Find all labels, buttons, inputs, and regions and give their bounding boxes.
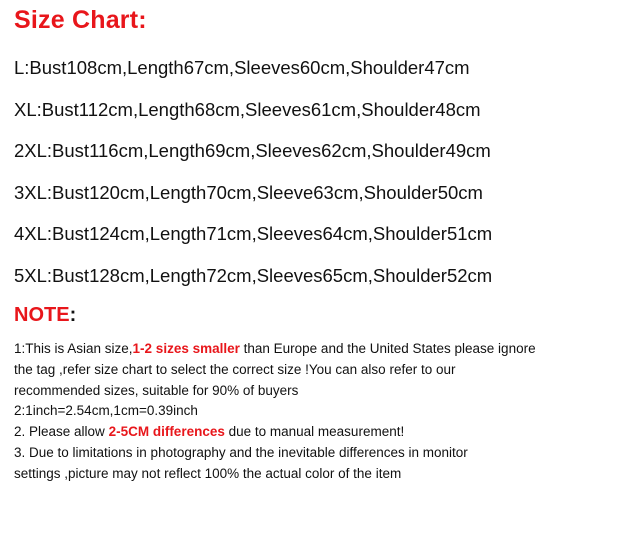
note-3-highlight: 2-5CM differences [108,424,225,440]
note-heading-label: NOTE [14,304,70,326]
note-4-line-2: settings ,picture may not reflect 100% the actual color of the item [14,465,402,481]
note-1-prefix: 1:This is Asian size, [14,341,133,356]
note-3-suffix: due to manual measurement! [224,424,405,440]
note-1-line-3: recommended sizes, suitable for 90% of buyers [14,382,299,398]
size-row-2xl: 2XL:Bust116cm,Length69cm,Sleeves62cm,Shoulder49cm [14,140,491,162]
notes-block [14,339,614,485]
note-4-line-1: 3. Due to limitations in photography and the inevitable differences in monitor [14,444,468,460]
size-row-3xl: 3XL:Bust120cm,Length70cm,Sleeve63cm,Shoulder50cm [14,181,483,203]
size-row-5xl: 5XL:Bust128cm,Length72cm,Sleeves65cm,Shoulder52cm [14,264,493,286]
note-1-line-2: the tag ,refer size chart to select the correct size !You can also refer to our [14,361,456,377]
note-1-highlight: 1-2 sizes smaller [132,341,240,356]
size-row-l: L:Bust108cm,Length67cm,Sleeves60cm,Shoulder47cm [14,57,470,78]
note-1-line-1 [14,339,614,360]
size-chart-title: Size Chart: [14,6,147,34]
note-heading [14,304,76,327]
note-1-suffix: than Europe and the United States please ignore [239,341,536,356]
size-list [14,55,492,305]
note-3-prefix: 2. Please allow [14,424,109,440]
note-2-conversion: 2:1inch=2.54cm,1cm=0.39inch [14,403,198,419]
note-heading-colon: : [69,304,77,326]
size-row-4xl: 4XL:Bust124cm,Length71cm,Sleeves64cm,Shoulder51cm [14,223,493,245]
size-row-xl: XL:Bust112cm,Length68cm,Sleeves61cm,Shoulder48cm [14,98,481,120]
note-3-line [14,422,614,443]
